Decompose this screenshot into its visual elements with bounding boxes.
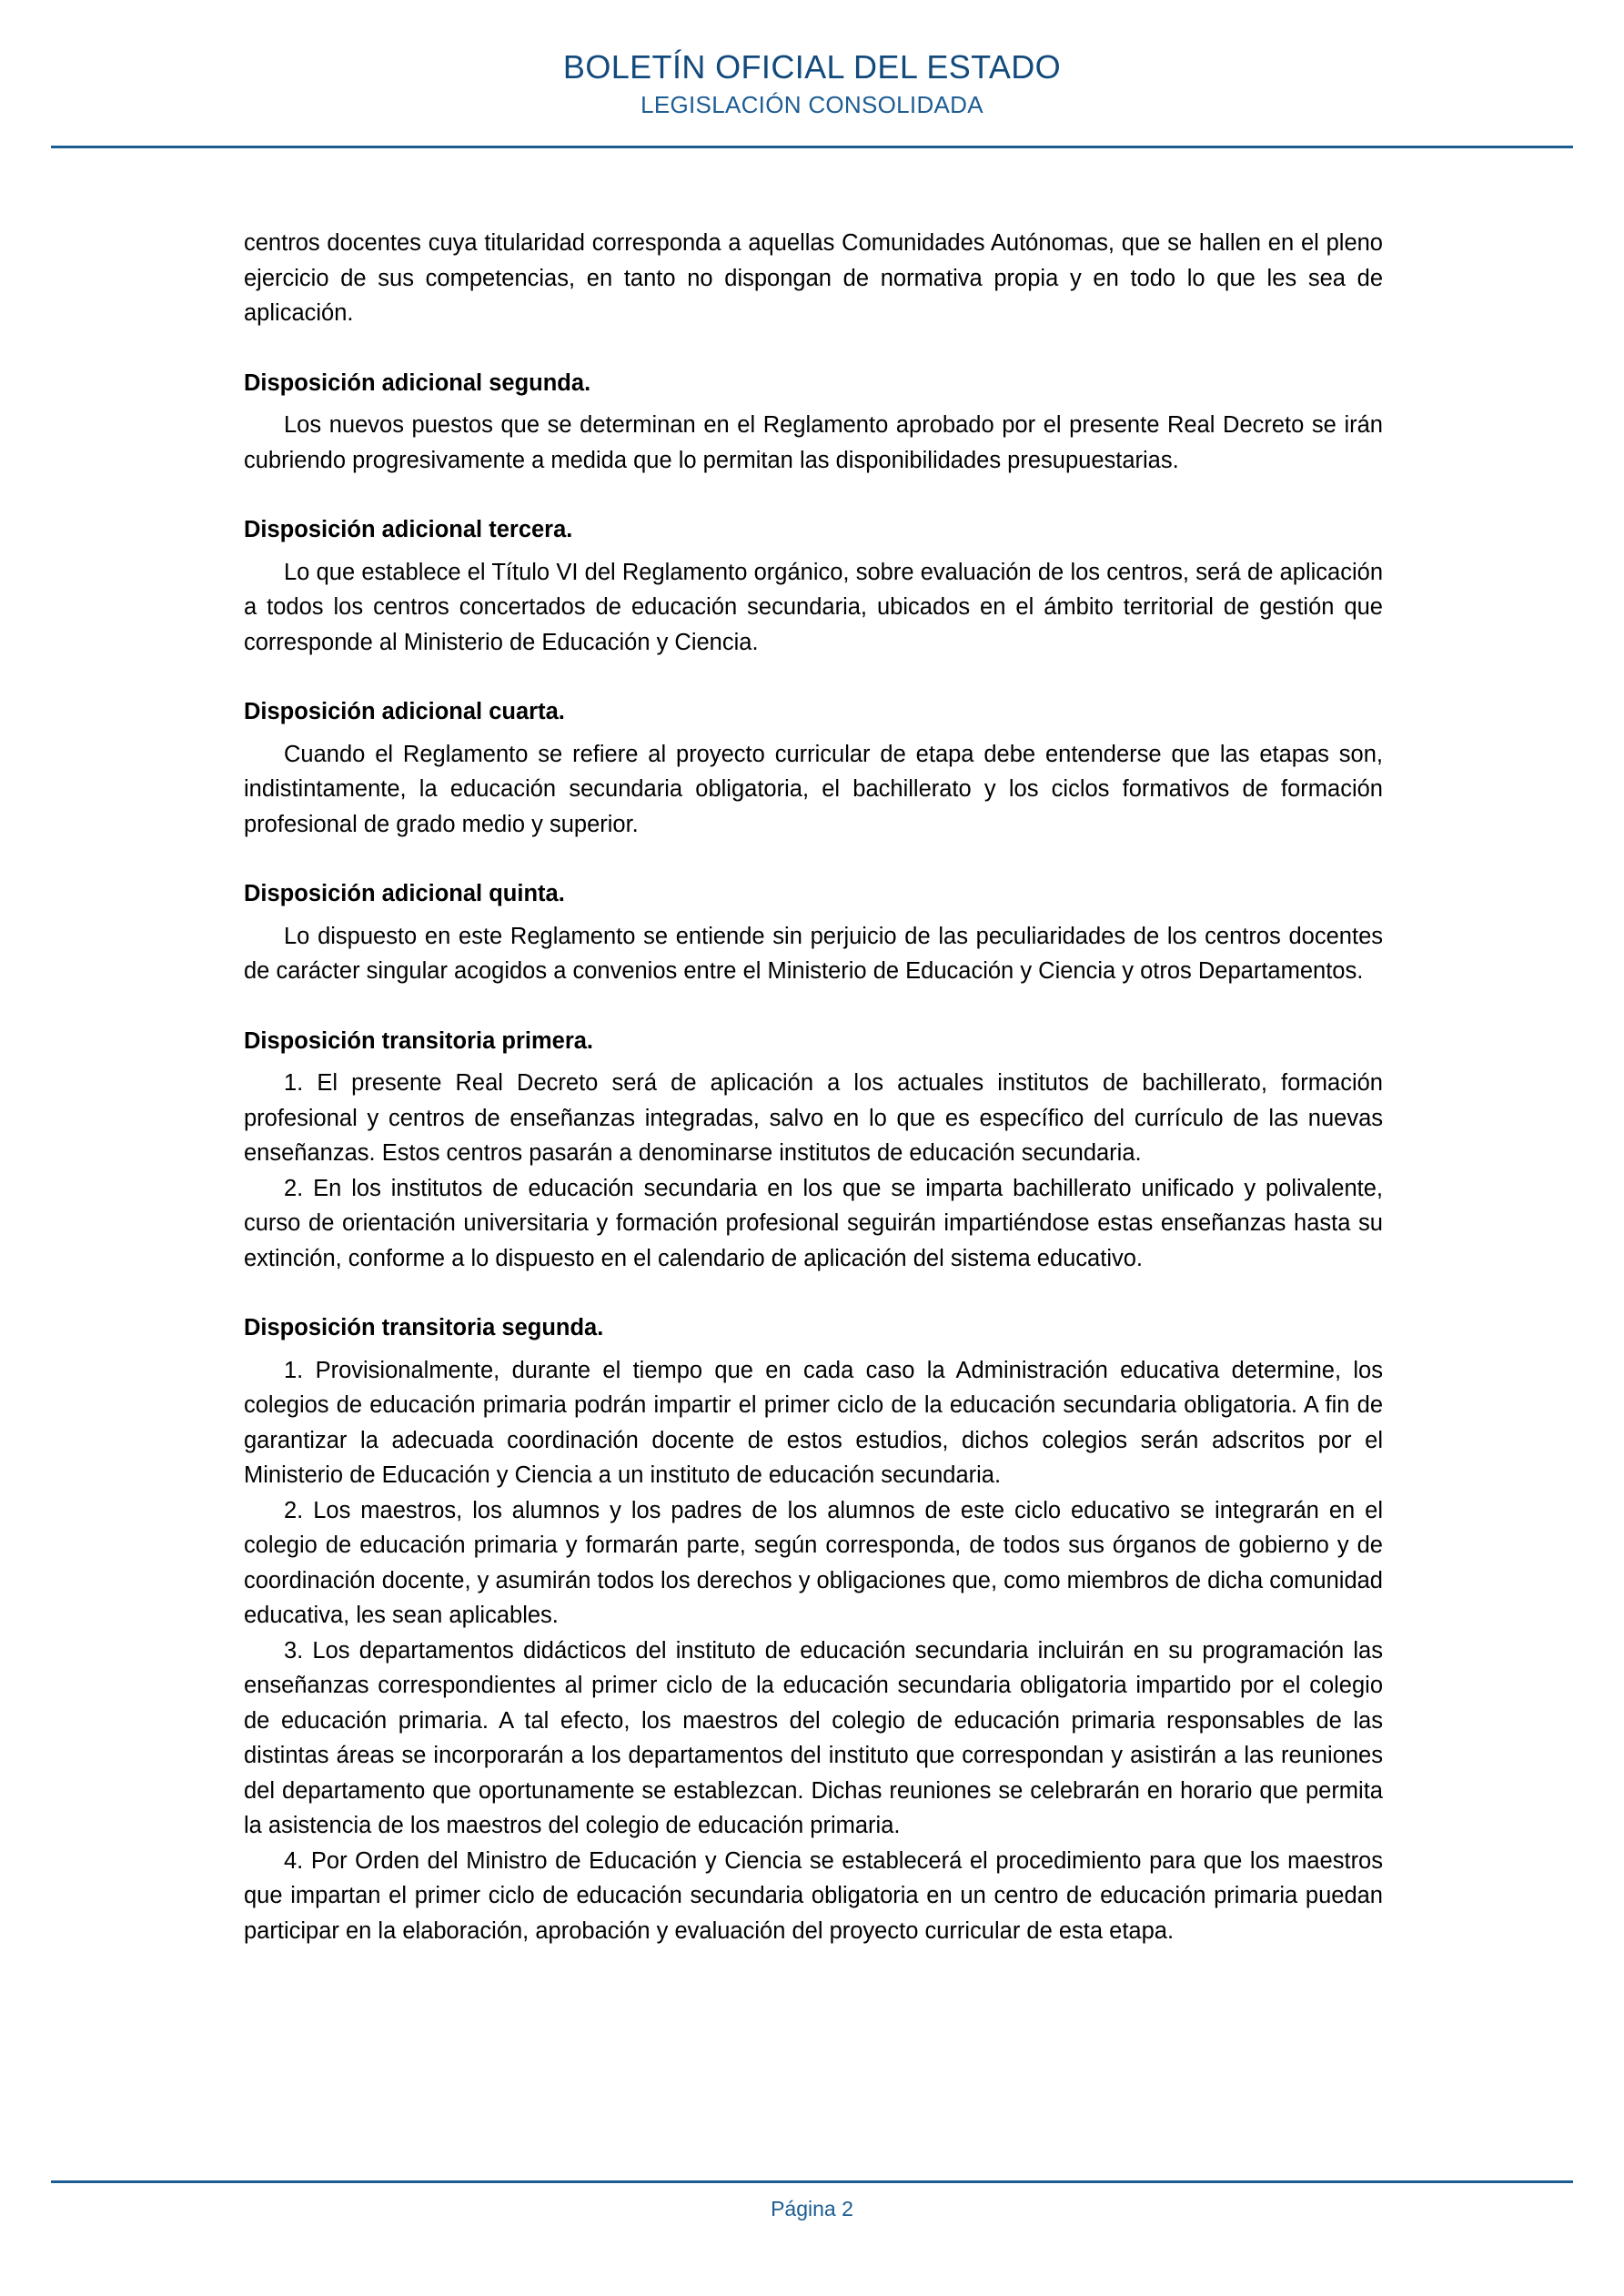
document-header (0, 0, 1624, 120)
boe-subtitle: LEGISLACIÓN CONSOLIDADA (641, 91, 983, 118)
section-heading: Disposición transitoria primera. (244, 1027, 594, 1054)
section-disposicion-adicional-quinta (244, 876, 1383, 989)
section-heading: Disposición adicional tercera. (244, 517, 573, 542)
section-heading: Disposición adicional quinta. (244, 881, 565, 906)
section-disposicion-transitoria-primera (244, 1024, 1383, 1277)
section-paragraph: Cuando el Reglamento se refiere al proyecto curricular de etapa debe entenderse que las etapas son, indistintamente, la educación secundaria obligatoria, el bachillerato y los ciclos formativos de formación profesional de grado medio y superior. (244, 741, 1383, 837)
section-disposicion-adicional-cuarta (244, 694, 1383, 842)
section-paragraph: 1. El presente Real Decreto será de aplicación a los actuales institutos de bachillerato, formación profesional y centros de enseñanzas integradas, salvo en lo que es específico del currículo de las nuevas enseñanzas. Estos centros pasarán a denominarse institutos de educación secundaria. (244, 1070, 1383, 1166)
section-heading: Disposición adicional segunda. (244, 369, 591, 396)
section-disposicion-transitoria-segunda (244, 1310, 1383, 1948)
section-paragraph: 4. Por Orden del Ministro de Educación y Ciencia se establecerá el procedimiento para que los maestros que impartan el primer ciclo de educación secundaria obligatoria en un centro de educación primaria puedan participar en la elaboración, aprobación y evaluación del proyecto curricular de esta etapa. (244, 1847, 1383, 1944)
section-paragraph: 1. Provisionalmente, durante el tiempo que en cada caso la Administración educativa determine, los colegios de educación primaria podrán impartir el primer ciclo de la educación secundaria obligatoria. A fin de garantizar la adecuada coordinación docente de estos estudios, dichos colegios serán adscritos por el Ministerio de Educación y Ciencia a un instituto de educación secundaria. (244, 1357, 1383, 1488)
section-disposicion-adicional-segunda (244, 366, 1383, 479)
footer-divider (51, 2180, 1573, 2183)
intro-paragraph: centros docentes cuya titularidad corresponda a aquellas Comunidades Autónomas, que se hallen en el pleno ejercicio de sus competencias, en tanto no dispongan de normativa propia y en todo lo que les sea de aplicación. (244, 230, 1383, 326)
section-paragraph: Los nuevos puestos que se determinan en el Reglamento aprobado por el presente Real Decreto se irán cubriendo progresivamente a medida que lo permitan las disponibilidades presupuestarias. (244, 412, 1383, 473)
section-heading: Disposición adicional cuarta. (244, 699, 565, 724)
boe-title: BOLETÍN OFICIAL DEL ESTADO (562, 48, 1062, 86)
section-paragraph: Lo dispuesto en este Reglamento se entiende sin perjuicio de las peculiaridades de los centros docentes de carácter singular acogidos a convenios entre el Ministerio de Educación y Ciencia y otros Departamentos. (244, 923, 1383, 984)
section-paragraph: 3. Los departamentos didácticos del instituto de educación secundaria incluirán en su programación las enseñanzas correspondientes al primer ciclo de la educación secundaria obligatoria impartido por el colegio de educación primaria. A tal efecto, los maestros del colegio de educación primaria responsables de las distintas áreas se incorporarán a los departamentos del instituto que correspondan y asistirán a las reuniones del departamento que oportunamente se establezcan. Dichas reuniones se celebrarán en horario que permita la asistencia de los maestros del colegio de educación primaria. (244, 1637, 1383, 1838)
document-content (244, 226, 1383, 1948)
section-disposicion-adicional-tercera (244, 512, 1383, 660)
section-paragraph: Lo que establece el Título VI del Reglamento orgánico, sobre evaluación de los centros, será de aplicación a todos los centros concertados de educación secundaria, ubicados en el ámbito territorial de gestión que corresponde al Ministerio de Educación y Ciencia. (244, 559, 1383, 655)
section-paragraph: 2. En los institutos de educación secundaria en los que se imparta bachillerato unificado y polivalente, curso de orientación universitaria y formación profesional seguirán impartiéndose estas enseñanzas hasta su extinción, conforme a lo dispuesto en el calendario de aplicación del sistema educativo. (244, 1175, 1383, 1271)
section-heading: Disposición transitoria segunda. (244, 1315, 604, 1340)
section-paragraph: 2. Los maestros, los alumnos y los padres de los alumnos de este ciclo educativo se integrarán en el colegio de educación primaria y formarán parte, según corresponda, de todos sus órganos de gobierno y de coordinación docente, y asumirán todos los derechos y obligaciones que, como miembros de dicha comunidad educativa, les sean aplicables. (244, 1497, 1383, 1628)
page-number: Página 2 (771, 2197, 853, 2220)
header-divider (51, 146, 1573, 148)
